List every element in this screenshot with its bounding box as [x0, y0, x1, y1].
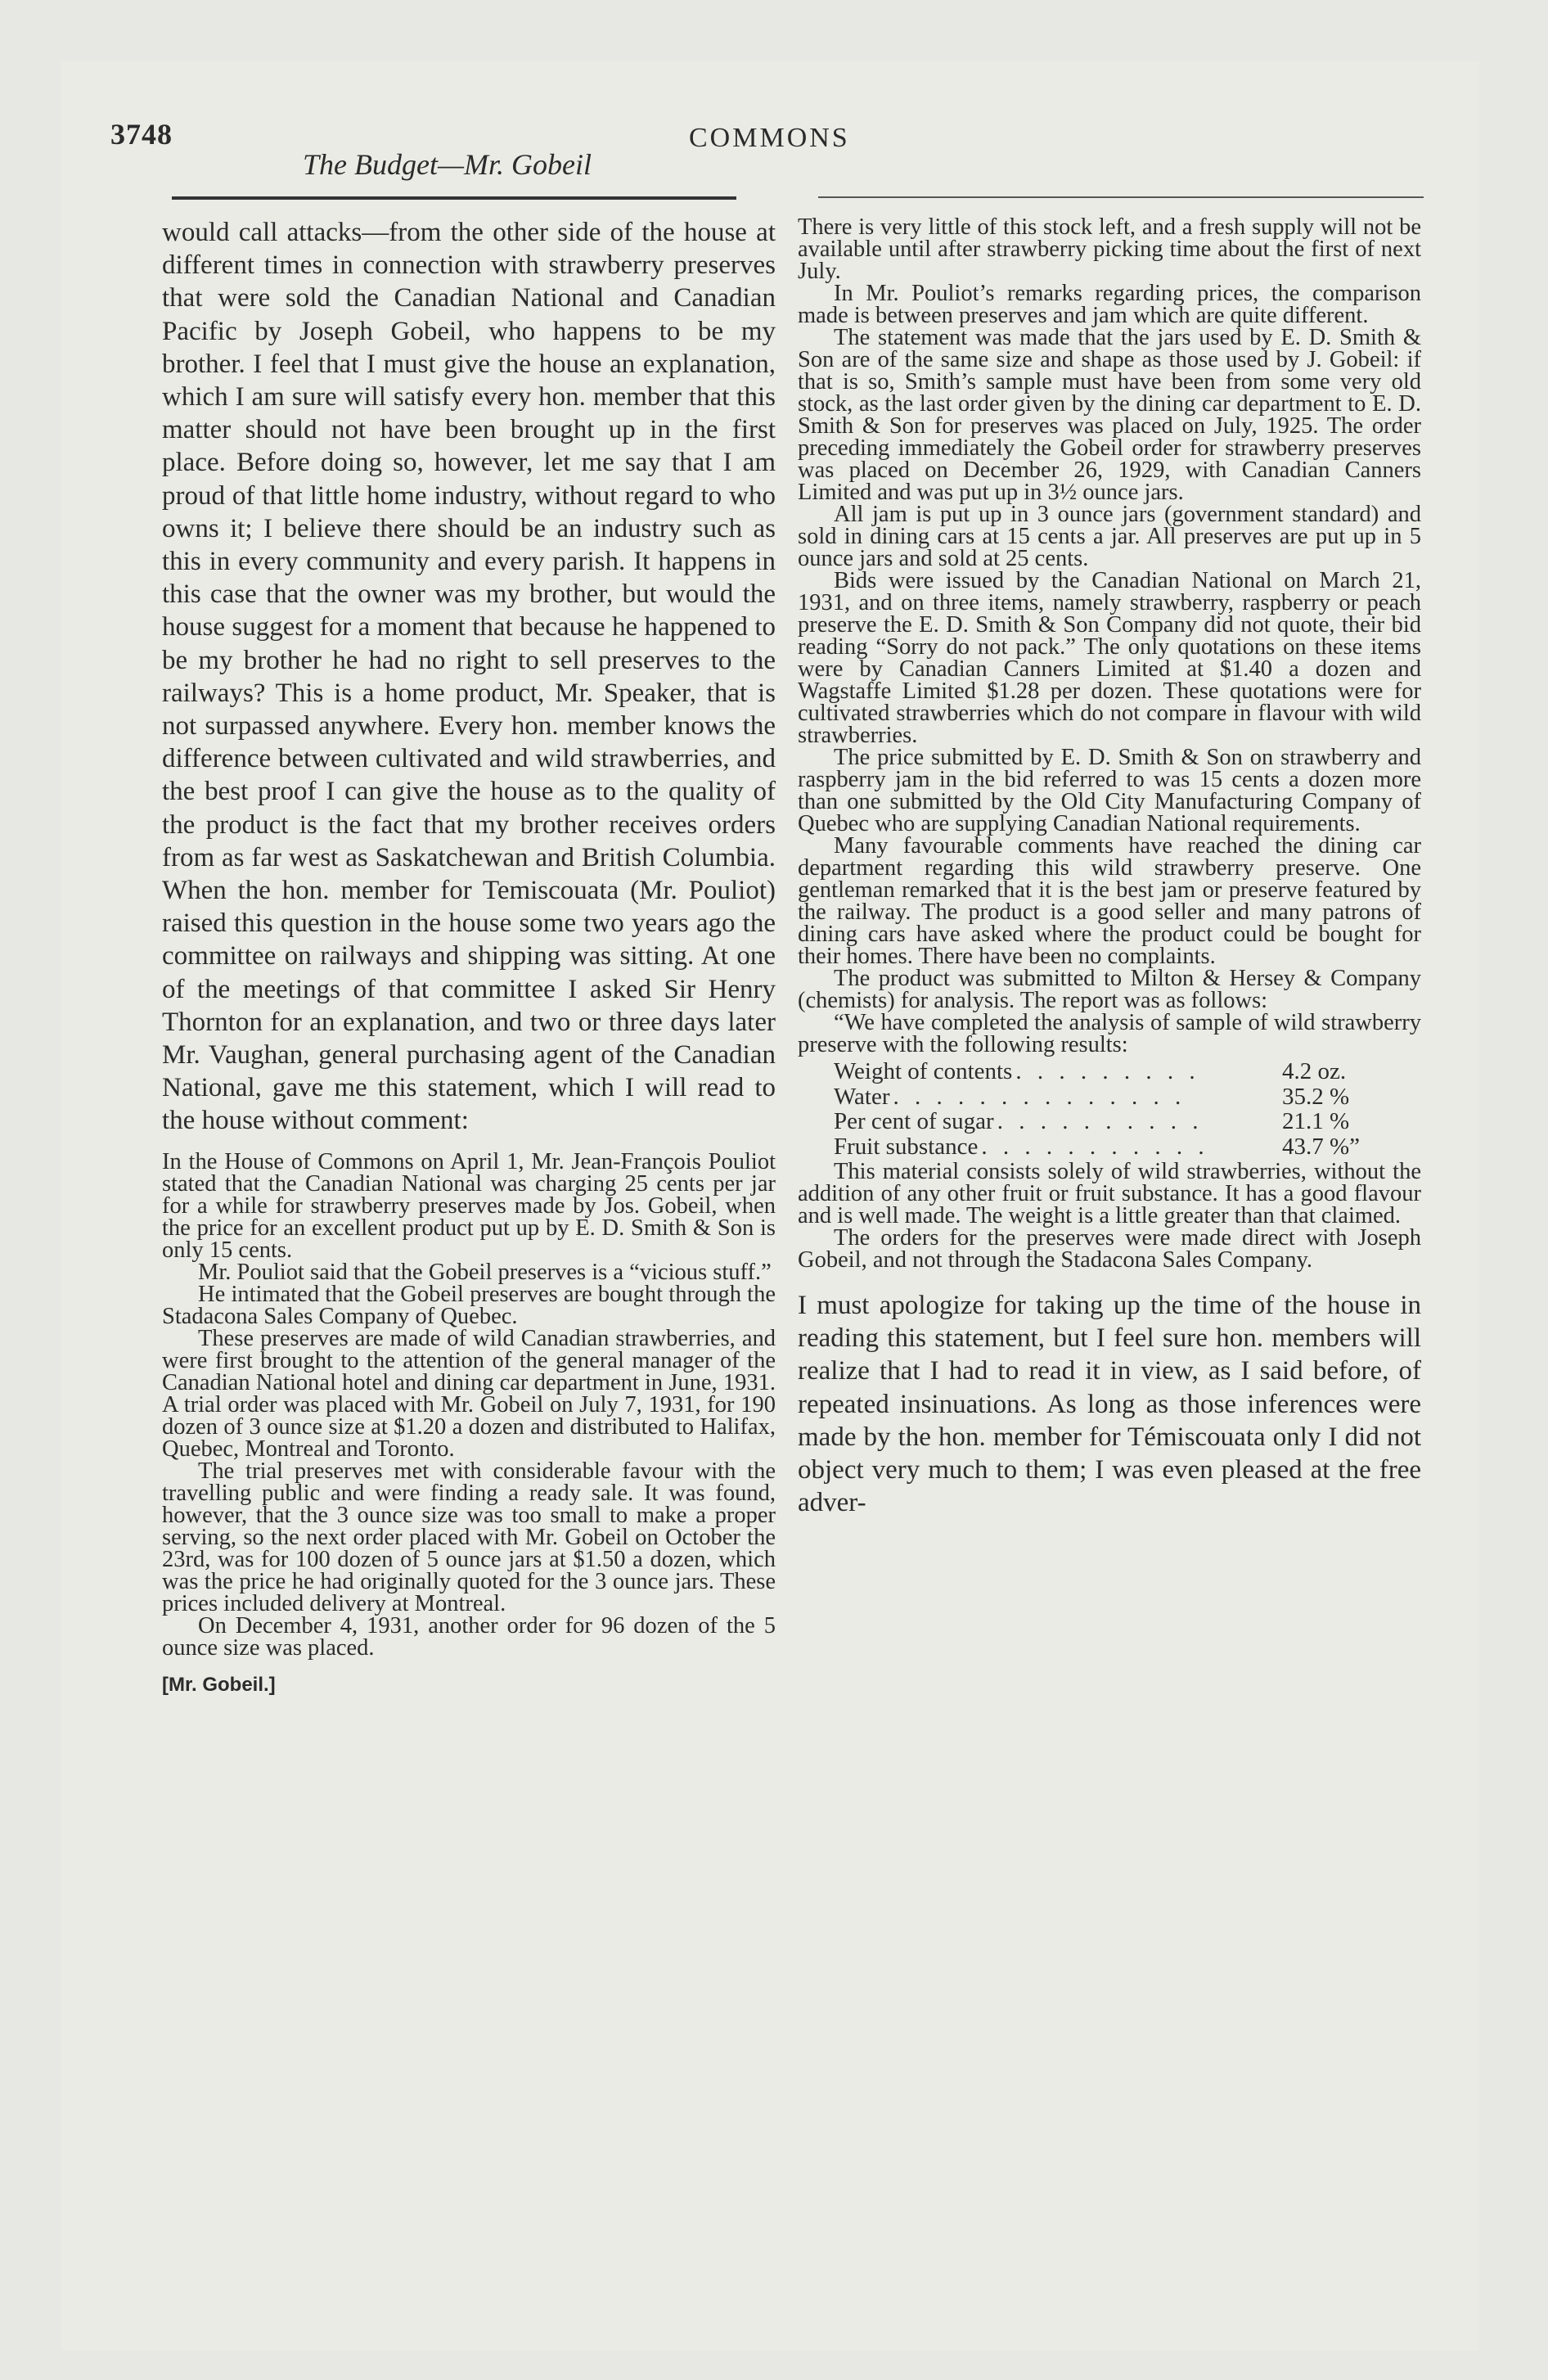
quote-paragraph: This material consists solely of wild strawberries, without the addition of any other fruit or fruit substance. It has a good flavour and is well made. The weight is a little greater than that claimed.	[798, 1159, 1421, 1228]
quote-paragraph: The price submitted by E. D. Smith & Son on strawberry and raspberry jam in the bid referred to was 15 cents a dozen more than one submitted by the Old City Manufacturing Company of Quebec who are supplying Canadian National requirements.	[798, 745, 1421, 836]
quote-paragraph: The trial preserves met with considerable favour with the travelling public and were finding a ready sale. It was found, however, that the 3 ounce size was too small to make a proper serving, so the next order placed with Mr. Gobeil on October the 23rd, was for 100 dozen of 5 ounce jars at $1.50 a dozen, which was the price he had originally quoted for the 3 ounce jars. These prices included delivery at Montreal.	[162, 1458, 776, 1616]
quote-paragraph: He intimated that the Gobeil preserves are bought through the Stadacona Sales Company of Quebec.	[162, 1281, 776, 1329]
analysis-value: 21.1 %	[1282, 1108, 1350, 1134]
analysis-label: Weight of contents	[834, 1058, 1013, 1084]
right-column	[798, 216, 1421, 1519]
quote-paragraph: On December 4, 1931, another order for 96 dozen of the 5 ounce size was placed.	[162, 1612, 776, 1661]
speech-paragraph: I must apologize for taking up the time of the house in reading this statement, but I feel sure hon. members will realize that I had to read it in view, as I said before, of repeated insinuations. As long as those inferences were made by the hon. member for Témiscouata only I did not object very much to them; I was even pleased at the free adver-	[798, 1291, 1421, 1518]
analysis-label: Fruit substance	[834, 1133, 979, 1160]
analysis-value: 35.2 %	[1282, 1083, 1350, 1110]
analysis-table	[798, 1059, 1421, 1159]
quote-paragraph: In Mr. Pouliot’s remarks regarding prices, the comparison made is between preserves and jam which are quite different.	[798, 281, 1421, 328]
analysis-label: Per cent of sugar	[834, 1108, 994, 1134]
page-number: 3748	[110, 118, 173, 151]
analysis-value: 4.2 oz.	[1282, 1058, 1347, 1084]
quote-paragraph: There is very little of this stock left, and a fresh supply will not be available until after strawberry picking time about the first of next July.	[798, 214, 1421, 284]
header-rule-left	[172, 196, 736, 200]
analysis-row	[798, 1134, 1421, 1160]
quote-paragraph: Mr. Pouliot said that the Gobeil preserves is a “vicious stuff.”	[198, 1259, 772, 1285]
analysis-row	[798, 1109, 1421, 1134]
leader-dots: . . . . . . . . . .	[997, 1109, 1204, 1134]
analysis-label: Water	[834, 1083, 890, 1110]
quote-paragraph: The product was submitted to Milton & Hersey & Company (chemists) for analysis. The report was as follows:	[798, 966, 1421, 1013]
speech-paragraph: would call attacks—from the other side of the house at different times in connection with strawberry preserves that were sold the Canadian National and Canadian Pacific by Joseph Gobeil, who happens to be my brother. I feel that I must give the house an explanation, which I am sure will satisfy every hon. member that this matter should not have been brought up in the first place. Before doing so, however, let me say that I am proud of that little home industry, without regard to who owns it; I believe there should be an industry such as this in every community and every parish. It happens in this case that the owner was my brother, but would the house suggest for a moment that because he happened to be my brother he had no right to sell preserves to the railways? This is a home product, Mr. Speaker, that is not surpassed anywhere. Every hon. member knows the difference between cultivated and wild strawberries, and the best proof I can give the house as to the quality of the product is the fact that my brother receives orders from as far west as Saskatchewan and British Columbia. When the hon. member for Temiscouata (Mr. Pouliot) raised this question in the house some two years ago the committee on railways and shipping was sitting. At one of the meetings of that committee I asked Sir Henry Thornton for an explanation, and two or three days later Mr. Vaughan, general purchasing agent of the Canadian National, gave me this statement, which I will read to the house without comment:	[162, 218, 776, 1136]
quote-paragraph: These preserves are made of wild Canadian strawberries, and were first brought to the attention of the general manager of the Canadian National hotel and dining car department in June, 1931. A trial order was placed with Mr. Gobeil on July 7, 1931, for 190 dozen of 3 ounce size at $1.20 a dozen and distributed to Halifax, Quebec, Montreal and Toronto.	[162, 1325, 776, 1462]
quote-paragraph: The orders for the preserves were made direct with Joseph Gobeil, and not through the Stadacona Sales Company.	[798, 1225, 1421, 1273]
quoted-statement	[162, 1148, 776, 1661]
running-head: The Budget—Mr. Gobeil	[303, 148, 592, 181]
quote-paragraph: Many favourable comments have reached the dining car department regarding this wild strawberry preserve. One gentleman remarked that it is the best jam or preserve featured by the railway. The product is a good seller and many patrons of dining cars have asked where the product could be bought for their homes. There have been no complaints.	[798, 833, 1421, 969]
section-title: COMMONS	[689, 123, 850, 153]
left-column	[162, 216, 776, 1697]
quote-paragraph: All jam is put up in 3 ounce jars (government standard) and sold in dining cars at 15 cents a jar. All preserves are put up in 5 ounce jars and sold at 25 cents.	[798, 502, 1421, 571]
quote-paragraph: “We have completed the analysis of sample of wild strawberry preserve with the following results:	[798, 1010, 1421, 1057]
quote-paragraph: The statement was made that the jars used by E. D. Smith & Son are of the same size and shape as those used by J. Gobeil: if that is so, Smith’s sample must have been from some very old stock, as the last order given by the dining car department to E. D. Smith & Son for preserves was placed on July, 1925. The order preceding immediately the Gobeil order for strawberry preserves was placed on December 26, 1929, with Canadian Canners Limited and was put up in 3½ ounce jars.	[798, 325, 1421, 505]
leader-dots: . . . . . . . . . . .	[981, 1134, 1209, 1159]
leader-dots: . . . . . . . . . . . . . .	[893, 1084, 1186, 1109]
speaker-tag: [Mr. Gobeil.]	[162, 1673, 276, 1696]
analysis-value: 43.7 %”	[1282, 1133, 1361, 1160]
leader-dots: . . . . . . . . .	[1015, 1059, 1200, 1084]
quote-paragraph: In the House of Commons on April 1, Mr. Jean-François Pouliot stated that the Canadian National was charging 25 cents per jar for a while for strawberry preserves made by Jos. Gobeil, when the price for an excellent product put up by E. D. Smith & Son is only 15 cents.	[162, 1148, 776, 1263]
quote-paragraph: Bids were issued by the Canadian National on March 21, 1931, and on three items, namely strawberry, raspberry or peach preserve the E. D. Smith & Son Company did not quote, their bid reading “Sorry do not pack.” The only quotations on these items were by Canadian Canners Limited at $1.40 a dozen and Wagstaffe Limited $1.28 per dozen. These quotations were for cultivated strawberries which do not compare in flavour with wild strawberries.	[798, 568, 1421, 748]
analysis-row	[798, 1059, 1421, 1084]
header-rule-right	[818, 196, 1424, 198]
analysis-row	[798, 1084, 1421, 1110]
